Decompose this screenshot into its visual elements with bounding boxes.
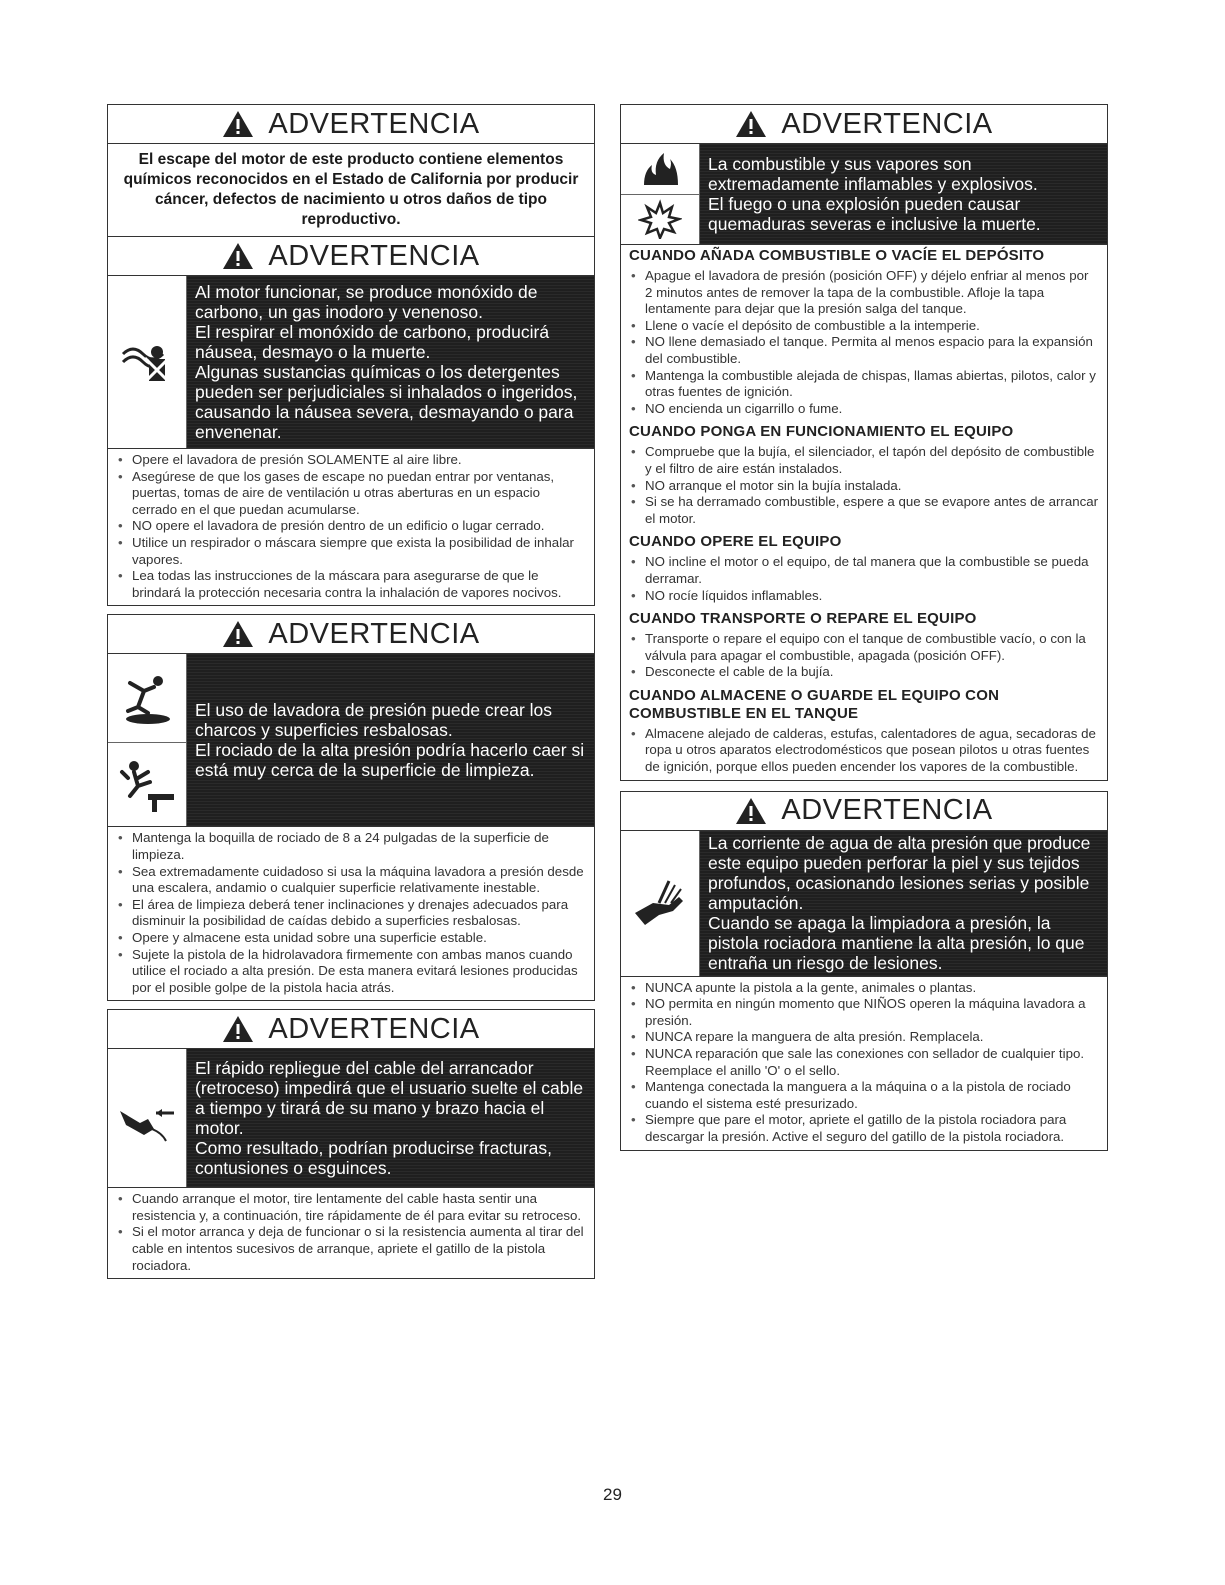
hazard-row	[108, 654, 594, 827]
bullet-item: • NO permita en ningún momento que NIÑOS operen la máquina lavadora a presión.	[629, 996, 1099, 1029]
warning-triangle-icon	[222, 1015, 254, 1043]
bullet-item: • El área de limpieza deberá tener inclinaciones y drenajes adecuados para disminuir la posibilidad de caídas debido a superficies resbalosas.	[116, 897, 586, 930]
explosion-icon	[621, 195, 700, 245]
slip-hazard-icon	[108, 654, 187, 742]
pictogram-stack	[108, 654, 187, 826]
hazard-text	[700, 144, 1107, 244]
hazard-line: Algunas sustancias químicas o los detergentes pueden ser perjudiciales si inhalados o ingeridos, causando la náusea severa, desmayando o para envenenar.	[195, 362, 578, 442]
bullet-item: • NO arranque el motor sin la bujía instalada.	[629, 478, 1099, 495]
bullet-item: • NO rocíe líquidos inflamables.	[629, 588, 1099, 605]
section-heading: CUANDO AÑADA COMBUSTIBLE O VACÍE EL DEPÓSITO	[629, 247, 1045, 264]
co-warning-box	[107, 237, 595, 606]
bullet-item: • Mantenga la combustible alejada de chispas, llamas abiertas, pilotos, calor y otras fuentes de ignición.	[629, 368, 1099, 401]
warning-header	[108, 615, 594, 654]
bullet-item: • NO opere el lavadora de presión dentro de un edificio o lugar cerrado.	[116, 518, 586, 535]
hazard-line: El respirar el monóxido de carbono, producirá náusea, desmayo o la muerte.	[195, 322, 550, 362]
warning-triangle-icon	[222, 242, 254, 270]
warning-title: ADVERTENCIA	[781, 794, 993, 827]
page-number: 29	[603, 1485, 622, 1504]
bullet-list	[621, 977, 1107, 1150]
hazard-line: El rociado de la alta presión podría hacerlo caer si está muy cerca de la superficie de limpieza.	[195, 740, 585, 781]
right-column	[620, 104, 1108, 1151]
bullet-item: • Opere el lavadora de presión SOLAMENTE al aire libre.	[116, 452, 586, 469]
warning-header	[108, 1010, 594, 1049]
bullet-list	[621, 265, 1107, 421]
hazard-line: La corriente de agua de alta presión que produce este equipo pueden perforar la piel y sus tejidos profundos, ocasionando lesiones serias y posible amputación.	[708, 833, 1091, 914]
bullet-item: • NO encienda un cigarrillo o fume.	[629, 401, 1099, 418]
warning-title: ADVERTENCIA	[268, 107, 480, 140]
pictogram-stack	[621, 144, 700, 244]
section-heading: CUANDO OPERE EL EQUIPO	[629, 533, 842, 551]
hazard-row	[621, 831, 1107, 977]
bullet-item: • NO incline el motor o el equipo, de tal manera que la combustible se pueda derramar.	[629, 554, 1099, 587]
warning-header	[108, 105, 594, 144]
bullet-item: • Compruebe que la bujía, el silenciador, el tapón del depósito de combustible y el filtro de aire están instalados.	[629, 444, 1099, 477]
warning-title: ADVERTENCIA	[268, 1012, 480, 1045]
prop65-warning-box	[107, 104, 595, 237]
toxic-fumes-icon	[108, 276, 187, 448]
hazard-line: Cuando se apaga la limpiadora a presión, la pistola rociadora mantiene la alta presión, lo que entraña un riesgo de lesiones.	[708, 913, 1085, 974]
warning-triangle-icon	[222, 620, 254, 648]
bullet-item: • Mantenga conectada la manguera a la máquina o a la pistola de rociado cuando el sistema esté presurizado.	[629, 1079, 1099, 1112]
bullet-item: • Desconecte el cable de la bujía.	[629, 664, 1099, 681]
hazard-line: Al motor funcionar, se produce monóxido de carbono, un gas inodoro y venenoso.	[195, 282, 538, 322]
hazard-text	[187, 1049, 594, 1187]
hazard-row	[108, 276, 594, 449]
bullet-item: • Opere y almacene esta unidad sobre una superficie estable.	[116, 930, 586, 947]
bullet-item: • Sujete la pistola de la hidrolavadora firmemente con ambas manos cuando utilice el rociado a alta presión. De esta manera evitará lesiones producidas por el posible golpe de la pistola hacia atrás.	[116, 947, 586, 997]
bullet-item: • Si el motor arranca y deja de funcionar o si la resistencia aumenta al tirar del cable en intentos sucesivos de arranque, apriete el gatillo de la pistola rociadora.	[116, 1224, 586, 1274]
bullet-list	[621, 441, 1107, 531]
bullet-item: • Cuando arranque el motor, tire lentamente del cable hasta sentir una resistencia y, a continuación, tire rápidamente de él para evitar su retroceso.	[116, 1191, 586, 1224]
hazard-line: La combustible y sus vapores son extremadamente inflamables y explosivos.	[708, 154, 1038, 194]
bullet-item: • NUNCA reparación que sale las conexiones con sellador de cualquier tipo. Reemplace el anillo 'O' o el sello.	[629, 1046, 1099, 1079]
bullet-item: • Sea extremadamente cuidadoso si usa la máquina lavadora a presión desde una escalera, andamio o cualquier superficie relativamente inestable.	[116, 864, 586, 897]
fire-icon	[621, 144, 700, 195]
bullet-item: • Lea todas las instrucciones de la máscara para asegurarse de que le brindará la protección necesaria contra la inhalación de vapores nocivos.	[116, 568, 586, 601]
bullet-list	[621, 628, 1107, 685]
bullet-item: • Llene o vacíe el depósito de combustible a la intemperie.	[629, 318, 1099, 335]
prop65-text: El escape del motor de este producto contiene elementos químicos reconocidos en el Estado de California por producir cáncer, defectos de nacimiento u otros daños de tipo reproductivo.	[123, 151, 579, 228]
warning-title: ADVERTENCIA	[268, 617, 480, 650]
hazard-line: El uso de lavadora de presión puede crear los charcos y superficies resbalosas.	[195, 700, 553, 741]
bullet-list	[621, 723, 1107, 780]
bullet-item: • Mantenga la boquilla de rociado de 8 a 24 pulgadas de la superficie de limpieza.	[116, 830, 586, 863]
recoil-warning-box	[107, 1009, 595, 1279]
bullet-list	[621, 551, 1107, 608]
bullet-item: • Almacene alejado de calderas, estufas, calentadores de agua, secadoras de ropa u otros aparatos electrodomésticos que posean pilotos u otras fuentes de ignición, porque ellos pueden encender los vapores de la combustible.	[629, 726, 1099, 776]
injection-hand-icon	[621, 831, 700, 976]
hazard-row	[108, 1049, 594, 1188]
section-heading: CUANDO ALMACENE O GUARDE EL EQUIPO CON COMBUSTIBLE EN EL TANQUE	[629, 686, 1000, 722]
fall-hazard-icon	[108, 743, 187, 827]
bullet-list	[108, 827, 594, 1000]
bullet-list	[108, 1188, 594, 1278]
bullet-item: • NO llene demasiado el tanque. Permita al menos espacio para la expansión del combustible.	[629, 334, 1099, 367]
warning-triangle-icon	[735, 110, 767, 138]
bullet-item: • NUNCA repare la manguera de alta presión. Remplacela.	[629, 1029, 1099, 1046]
bullet-item: • Utilice un respirador o máscara siempre que exista la posibilidad de inhalar vapores.	[116, 535, 586, 568]
left-column	[107, 104, 595, 1279]
warning-header	[621, 792, 1107, 831]
warning-title: ADVERTENCIA	[268, 239, 480, 272]
section-heading: CUANDO TRANSPORTE O REPARE EL EQUIPO	[629, 610, 977, 628]
bullet-item: • Transporte o repare el equipo con el tanque de combustible vacío, o con la válvula para apagar el combustible, apagada (posición OFF).	[629, 631, 1099, 664]
bullet-item: • Si se ha derramado combustible, espere a que se evapore antes de arrancar el motor.	[629, 494, 1099, 527]
section-heading: CUANDO PONGA EN FUNCIONAMIENTO EL EQUIPO	[629, 423, 1014, 441]
bullet-item: • Siempre que pare el motor, apriete el gatillo de la pistola rociadora para descargar la presión. Active el seguro del gatillo de la pistola rociadora.	[629, 1112, 1099, 1145]
warning-title: ADVERTENCIA	[781, 107, 993, 140]
injection-warning-box	[620, 791, 1108, 1151]
bullet-item: • Asegúrese de que los gases de escape no puedan entrar por ventanas, puertas, tomas de aire de ventilación u otras aberturas en un espacio cerrado en el que puedan acumularse.	[116, 469, 586, 519]
warning-header	[108, 237, 594, 276]
recoil-hand-icon	[108, 1049, 187, 1187]
warning-header	[621, 105, 1107, 144]
bullet-list	[108, 449, 594, 605]
bullet-item: • NUNCA apunte la pistola a la gente, animales o plantas.	[629, 980, 1099, 997]
hazard-row	[621, 144, 1107, 245]
hazard-text	[187, 654, 594, 826]
bullet-item: • Apague el lavadora de presión (posición OFF) y déjelo enfriar al menos por 2 minutos antes de remover la tapa de la combustible. Afloje la tapa lentamente para dejar que la presión salga del tanque.	[629, 268, 1099, 318]
slip-warning-box	[107, 614, 595, 1001]
warning-triangle-icon	[222, 110, 254, 138]
hazard-text	[187, 276, 594, 448]
hazard-line: Como resultado, podrían producirse fracturas, contusiones o esguinces.	[195, 1138, 552, 1179]
fuel-warning-box	[620, 104, 1108, 781]
hazard-line: El rápido repliegue del cable del arrancador (retroceso) impedirá que el usuario suelte el cable a tiempo y tirará de su mano y brazo hacia el motor.	[195, 1058, 584, 1139]
warning-triangle-icon	[735, 797, 767, 825]
hazard-text	[700, 831, 1107, 976]
hazard-line: El fuego o una explosión pueden causar quemaduras severas e inclusive la muerte.	[708, 194, 1041, 234]
